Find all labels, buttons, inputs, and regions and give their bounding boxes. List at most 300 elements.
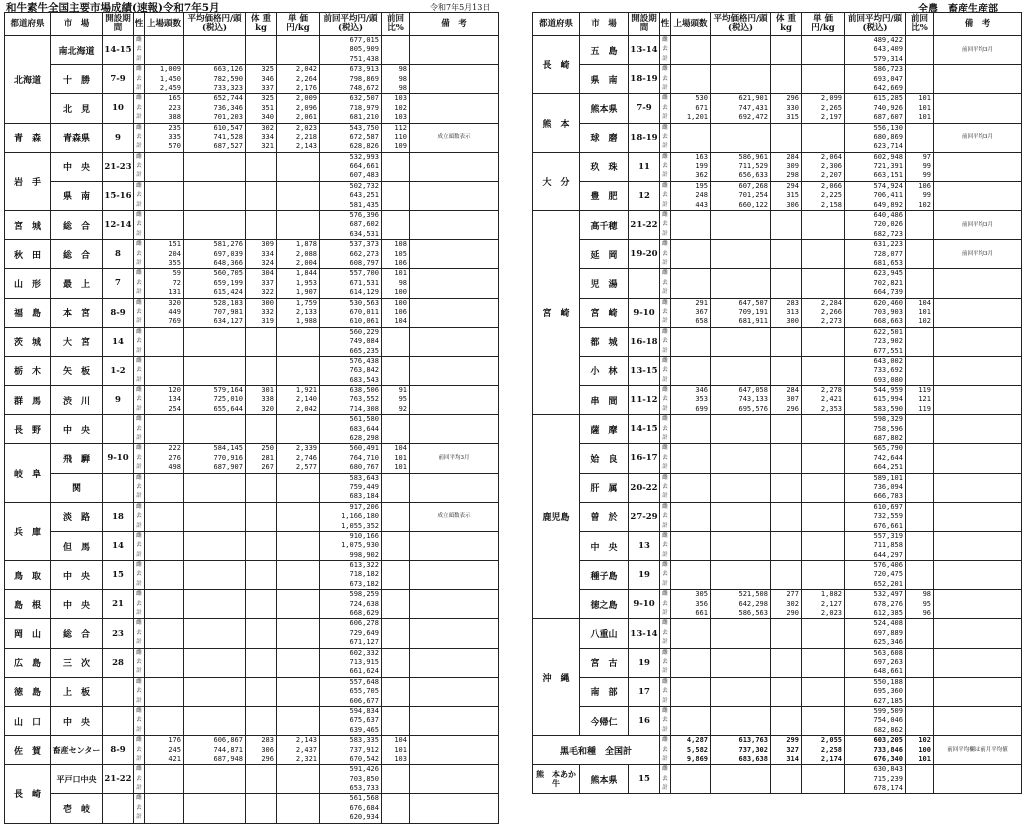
unit-value: 2,066 xyxy=(820,181,842,190)
heads-value xyxy=(671,532,710,541)
avg-value: 586,961 xyxy=(738,152,768,161)
table-row xyxy=(533,677,1022,706)
ratio-value xyxy=(906,444,933,453)
sex-label: 雌 xyxy=(662,503,668,510)
heads-value xyxy=(671,230,710,239)
heads-value xyxy=(145,425,183,434)
ratio-value xyxy=(382,434,409,443)
kaisai-cell: 18-19 xyxy=(629,65,660,94)
weight-value: 337 xyxy=(261,83,274,92)
weight-value xyxy=(771,376,801,385)
prev-value: 697,263 xyxy=(873,658,903,666)
heads-cell xyxy=(145,736,184,765)
sex-label: 雌 xyxy=(662,124,668,131)
weight-value xyxy=(246,658,276,667)
unit-cell xyxy=(277,356,320,385)
prev-value: 640,486 xyxy=(873,211,903,220)
kaisai-cell: 8-9 xyxy=(103,298,134,327)
weight-cell xyxy=(246,531,277,560)
avg-cell xyxy=(184,211,246,240)
ratio-cell xyxy=(382,648,410,677)
sex-cell xyxy=(660,356,671,385)
ratio-value: 119 xyxy=(918,404,931,413)
prev-value: 563,608 xyxy=(873,648,903,657)
sex-label: 雌 xyxy=(136,299,142,306)
pref-cell: 熊 本あか牛 xyxy=(533,765,580,794)
heads-value: 362 xyxy=(695,171,708,180)
kaisai-cell: 13-14 xyxy=(629,619,660,648)
heads-cell xyxy=(145,590,184,619)
market-cell: 高千穂 xyxy=(580,211,629,240)
ratio-value xyxy=(382,629,409,638)
market-cell: 徳之島 xyxy=(580,590,629,619)
ratio-cell xyxy=(906,648,934,677)
avg-cell xyxy=(711,327,771,356)
header-kaisai: 開設期間 xyxy=(103,13,134,36)
sex-label: 去 xyxy=(136,163,142,170)
prev-value: 720,475 xyxy=(873,570,903,579)
table-row xyxy=(533,240,1022,269)
note-cell xyxy=(934,648,1022,677)
avg-value xyxy=(184,434,245,443)
kaisai-cell: 7 xyxy=(103,269,134,298)
unit-value xyxy=(277,376,319,385)
avg-value xyxy=(711,75,770,84)
weight-cell xyxy=(771,356,802,385)
market-cell: 三 次 xyxy=(51,648,103,677)
unit-value xyxy=(802,124,844,133)
ratio-value: 104 xyxy=(394,444,407,453)
heads-value: 320 xyxy=(168,298,181,307)
prev-value: 557,648 xyxy=(349,677,379,686)
weight-value: 301 xyxy=(261,386,274,395)
table-row xyxy=(5,531,499,560)
weight-cell xyxy=(771,327,802,356)
prev-value: 749,084 xyxy=(349,337,379,346)
sex-label: 去 xyxy=(136,338,142,345)
weight-value xyxy=(246,171,276,180)
note-cell: 前回平均3月 xyxy=(934,36,1022,65)
unit-cell xyxy=(802,298,845,327)
avg-value xyxy=(711,444,770,453)
unit-value xyxy=(277,804,319,813)
sex-label: 去 xyxy=(136,542,142,549)
table-row xyxy=(533,269,1022,298)
prev-value: 561,568 xyxy=(349,794,379,803)
unit-value: 1,953 xyxy=(295,278,317,287)
heads-value xyxy=(671,250,710,259)
weight-cell xyxy=(246,327,277,356)
ratio-value xyxy=(906,415,933,424)
weight-value xyxy=(246,357,276,366)
prev-cell xyxy=(320,561,382,590)
sex-label: 雌 xyxy=(662,37,668,43)
unit-value xyxy=(802,36,844,45)
ratio-value xyxy=(382,707,409,716)
ratio-value xyxy=(906,230,933,239)
ratio-value xyxy=(382,512,409,521)
unit-value: 2,088 xyxy=(295,249,317,258)
weight-value xyxy=(246,36,276,45)
heads-value xyxy=(145,784,183,793)
pref-cell: 長 野 xyxy=(5,415,51,444)
market-cell: 最 上 xyxy=(51,269,103,298)
weight-value xyxy=(771,124,801,133)
prev-value: 680,869 xyxy=(873,132,903,141)
avg-value: 581,276 xyxy=(213,240,243,249)
pref-cell: 茨 城 xyxy=(5,327,51,356)
weight-value: 332 xyxy=(261,307,274,316)
note-cell: 前回平均3月 xyxy=(934,211,1022,240)
avg-cell xyxy=(184,444,246,473)
market-cell: 姶 良 xyxy=(580,444,629,473)
sex-label: 計 xyxy=(136,172,142,179)
avg-value xyxy=(184,220,245,229)
weight-value: 290 xyxy=(786,609,799,618)
avg-value xyxy=(711,211,770,220)
sex-label: 雌 xyxy=(136,649,142,656)
table-row xyxy=(533,561,1022,590)
table-row xyxy=(5,415,499,444)
ratio-value xyxy=(382,678,409,687)
avg-value xyxy=(711,784,770,793)
ratio-value xyxy=(382,503,409,512)
ratio-value xyxy=(906,532,933,541)
prev-cell xyxy=(845,36,906,65)
avg-value xyxy=(184,726,245,735)
kaisai-cell: 8-9 xyxy=(103,736,134,765)
prev-cell xyxy=(845,765,906,794)
weight-value xyxy=(246,211,276,220)
avg-value: 711,529 xyxy=(738,162,768,171)
prev-value: 763,842 xyxy=(349,366,379,375)
avg-value: 741,528 xyxy=(213,132,243,141)
market-cell: 飛 騨 xyxy=(51,444,103,473)
unit-value xyxy=(277,667,319,676)
kaisai-cell: 9-10 xyxy=(629,298,660,327)
unit-value xyxy=(277,36,319,45)
ratio-value: 99 xyxy=(922,171,931,180)
sex-cell xyxy=(660,765,671,794)
kaisai-cell xyxy=(103,415,134,444)
pref-cell: 宮 崎 xyxy=(533,211,580,415)
note-cell xyxy=(410,356,499,385)
avg-value: 579,164 xyxy=(213,386,243,395)
header-ratio: 前回比% xyxy=(382,13,410,36)
unit-cell xyxy=(802,65,845,94)
ratio-value xyxy=(906,649,933,658)
heads-cell xyxy=(671,619,711,648)
ratio-value xyxy=(382,804,409,813)
ratio-value xyxy=(906,784,933,793)
prev-cell xyxy=(320,794,382,823)
unit-value xyxy=(277,765,319,774)
ratio-cell xyxy=(906,298,934,327)
unit-value: 2,133 xyxy=(295,307,317,316)
avg-value: 528,183 xyxy=(213,298,243,307)
ratio-value xyxy=(906,279,933,288)
avg-value xyxy=(184,570,245,579)
kaisai-cell: 13 xyxy=(629,531,660,560)
prev-value: 615,994 xyxy=(873,395,903,404)
unit-value xyxy=(277,337,319,346)
avg-value xyxy=(711,124,770,133)
sex-label: 去 xyxy=(136,104,142,111)
heads-value xyxy=(671,580,710,589)
weight-value xyxy=(771,463,801,472)
avg-value xyxy=(711,492,770,501)
prev-cell xyxy=(845,65,906,94)
ratio-cell xyxy=(906,619,934,648)
avg-value xyxy=(184,153,245,162)
prev-value: 758,596 xyxy=(873,424,903,433)
ratio-cell xyxy=(382,415,410,444)
sex-label: 去 xyxy=(662,454,668,461)
weight-value xyxy=(771,337,801,346)
prev-value: 612,385 xyxy=(873,609,903,618)
pref-cell: 長 崎 xyxy=(533,36,580,94)
unit-value xyxy=(802,75,844,84)
heads-value: 2,459 xyxy=(159,83,181,92)
heads-value xyxy=(145,36,183,45)
heads-cell xyxy=(145,648,184,677)
weight-cell xyxy=(771,152,802,181)
unit-cell xyxy=(802,181,845,210)
weight-value xyxy=(771,45,801,54)
unit-value xyxy=(802,492,844,501)
avg-value: 687,907 xyxy=(213,463,243,472)
table-row xyxy=(5,65,499,94)
sex-label: 計 xyxy=(662,84,668,91)
sex-cell xyxy=(660,706,671,735)
sex-label: 計 xyxy=(136,318,142,325)
pref-cell: 大 分 xyxy=(533,152,580,210)
ratio-value xyxy=(382,36,409,45)
avg-cell xyxy=(184,36,246,65)
avg-value: 744,871 xyxy=(213,745,243,754)
weight-value xyxy=(771,230,801,239)
avg-cell xyxy=(711,269,771,298)
sex-label: 計 xyxy=(662,493,668,500)
unit-value xyxy=(277,570,319,579)
unit-value xyxy=(802,279,844,288)
unit-value: 2,273 xyxy=(820,317,842,326)
unit-cell xyxy=(277,502,320,531)
ratio-value: 96 xyxy=(922,609,931,618)
weight-value: 325 xyxy=(261,65,274,74)
market-cell: 都 城 xyxy=(580,327,629,356)
weight-value: 325 xyxy=(261,94,274,103)
sex-label: 計 xyxy=(662,172,668,179)
sex-label: 去 xyxy=(662,659,668,665)
weight-value xyxy=(771,444,801,453)
weight-cell xyxy=(246,648,277,677)
prev-cell xyxy=(320,677,382,706)
heads-value xyxy=(145,366,183,375)
kaisai-cell: 15 xyxy=(103,561,134,590)
avg-cell xyxy=(711,736,771,765)
heads-value: 355 xyxy=(168,258,181,267)
heads-cell xyxy=(145,386,184,415)
kaisai-cell: 13-15 xyxy=(629,356,660,385)
avg-cell xyxy=(184,677,246,706)
sex-label: 雌 xyxy=(662,153,668,160)
avg-cell xyxy=(184,561,246,590)
sex-label: 計 xyxy=(662,230,668,237)
kaisai-cell: 11 xyxy=(629,152,660,181)
weight-value: 302 xyxy=(786,599,799,608)
kaisai-cell: 16-17 xyxy=(629,444,660,473)
avg-cell xyxy=(711,123,771,152)
weight-value: 267 xyxy=(261,463,274,472)
unit-cell xyxy=(277,473,320,502)
ratio-value xyxy=(382,171,409,180)
avg-value xyxy=(711,580,770,589)
unit-value xyxy=(802,45,844,54)
prev-value: 581,435 xyxy=(349,200,379,209)
header-heads: 上場頭数 xyxy=(671,13,711,36)
heads-value xyxy=(145,474,183,483)
unit-value: 2,042 xyxy=(295,65,317,74)
prev-value: 623,714 xyxy=(873,142,903,151)
heads-value xyxy=(671,561,710,570)
heads-value: 1,450 xyxy=(159,74,181,83)
weight-cell xyxy=(246,123,277,152)
weight-value xyxy=(246,153,276,162)
unit-value xyxy=(277,600,319,609)
unit-cell xyxy=(802,240,845,269)
prev-value: 671,531 xyxy=(349,278,379,287)
ratio-cell xyxy=(906,677,934,706)
ratio-value xyxy=(382,415,409,424)
unit-value xyxy=(277,551,319,560)
table-row xyxy=(5,502,499,531)
table-row xyxy=(533,502,1022,531)
heads-value xyxy=(145,483,183,492)
avg-value xyxy=(184,366,245,375)
avg-value: 697,039 xyxy=(213,249,243,258)
weight-value: 300 xyxy=(261,298,274,307)
sex-cell xyxy=(660,619,671,648)
avg-value xyxy=(711,658,770,667)
market-cell: 延 岡 xyxy=(580,240,629,269)
avg-value xyxy=(184,600,245,609)
unit-cell xyxy=(802,619,845,648)
sex-label: 計 xyxy=(136,551,142,558)
note-cell xyxy=(934,65,1022,94)
prev-value: 608,797 xyxy=(349,258,379,267)
note-cell xyxy=(934,181,1022,210)
sex-label: 雌 xyxy=(662,387,668,394)
avg-value xyxy=(711,629,770,638)
unit-value: 1,759 xyxy=(295,298,317,307)
unit-value: 2,096 xyxy=(295,103,317,112)
avg-value xyxy=(711,483,770,492)
weight-value xyxy=(771,697,801,706)
sex-label: 雌 xyxy=(136,678,142,685)
sex-label: 計 xyxy=(136,259,142,266)
weight-cell xyxy=(246,765,277,794)
sex-label: 雌 xyxy=(136,503,142,510)
table-row xyxy=(533,152,1022,181)
unit-value xyxy=(802,638,844,647)
kaisai-cell: 21 xyxy=(103,590,134,619)
ratio-cell xyxy=(906,36,934,65)
avg-value xyxy=(711,347,770,356)
heads-value: 134 xyxy=(168,395,181,404)
weight-value xyxy=(246,415,276,424)
weight-value xyxy=(246,775,276,784)
header-weight: 体 重kg xyxy=(246,13,277,36)
heads-cell xyxy=(671,327,711,356)
ratio-value: 106 xyxy=(394,307,407,316)
pref-cell: 宮 城 xyxy=(5,211,51,240)
sex-label: 雌 xyxy=(136,707,142,714)
prev-cell xyxy=(845,561,906,590)
prev-cell xyxy=(845,327,906,356)
heads-cell xyxy=(145,356,184,385)
prev-value: 544,959 xyxy=(873,386,903,395)
weight-value: 351 xyxy=(261,103,274,112)
note-cell xyxy=(410,561,499,590)
market-cell: 中 央 xyxy=(51,706,103,735)
kaisai-cell: 21-22 xyxy=(103,765,134,794)
weight-cell xyxy=(246,240,277,269)
ratio-value: 106 xyxy=(394,258,407,267)
unit-value xyxy=(277,474,319,483)
sex-label: 雌 xyxy=(136,532,142,539)
unit-value xyxy=(802,328,844,337)
sex-cell xyxy=(134,415,145,444)
table-row xyxy=(533,473,1022,502)
heads-value: 195 xyxy=(695,181,708,190)
ratio-cell xyxy=(906,123,934,152)
prev-value: 729,649 xyxy=(349,628,379,637)
unit-value xyxy=(802,230,844,239)
weight-value xyxy=(771,357,801,366)
unit-value: 2,278 xyxy=(820,386,842,395)
unit-value: 1,844 xyxy=(295,269,317,278)
sex-label: 去 xyxy=(136,367,142,374)
pref-cell: 兵 庫 xyxy=(5,502,51,560)
sex-label: 雌 xyxy=(662,357,668,364)
avg-value xyxy=(711,649,770,658)
kaisai-cell: 1-2 xyxy=(103,356,134,385)
avg-value xyxy=(711,678,770,687)
prev-value: 550,188 xyxy=(873,677,903,686)
prev-value: 591,426 xyxy=(349,765,379,774)
prev-value: 639,465 xyxy=(349,725,379,734)
unit-value: 1,878 xyxy=(295,240,317,249)
avg-value xyxy=(184,609,245,618)
unit-value xyxy=(277,201,319,210)
sex-label: 去 xyxy=(136,425,142,432)
avg-value xyxy=(711,716,770,725)
sex-label: 雌 xyxy=(136,591,142,598)
sex-label: 雌 xyxy=(136,562,142,569)
unit-value xyxy=(277,784,319,793)
weight-value xyxy=(771,551,801,560)
ratio-cell xyxy=(382,36,410,65)
weight-cell xyxy=(771,706,802,735)
note-cell xyxy=(410,677,499,706)
heads-value xyxy=(145,434,183,443)
heads-value xyxy=(145,658,183,667)
unit-value xyxy=(277,522,319,531)
unit-cell xyxy=(277,65,320,94)
sex-cell xyxy=(134,36,145,65)
weight-value xyxy=(771,522,801,531)
